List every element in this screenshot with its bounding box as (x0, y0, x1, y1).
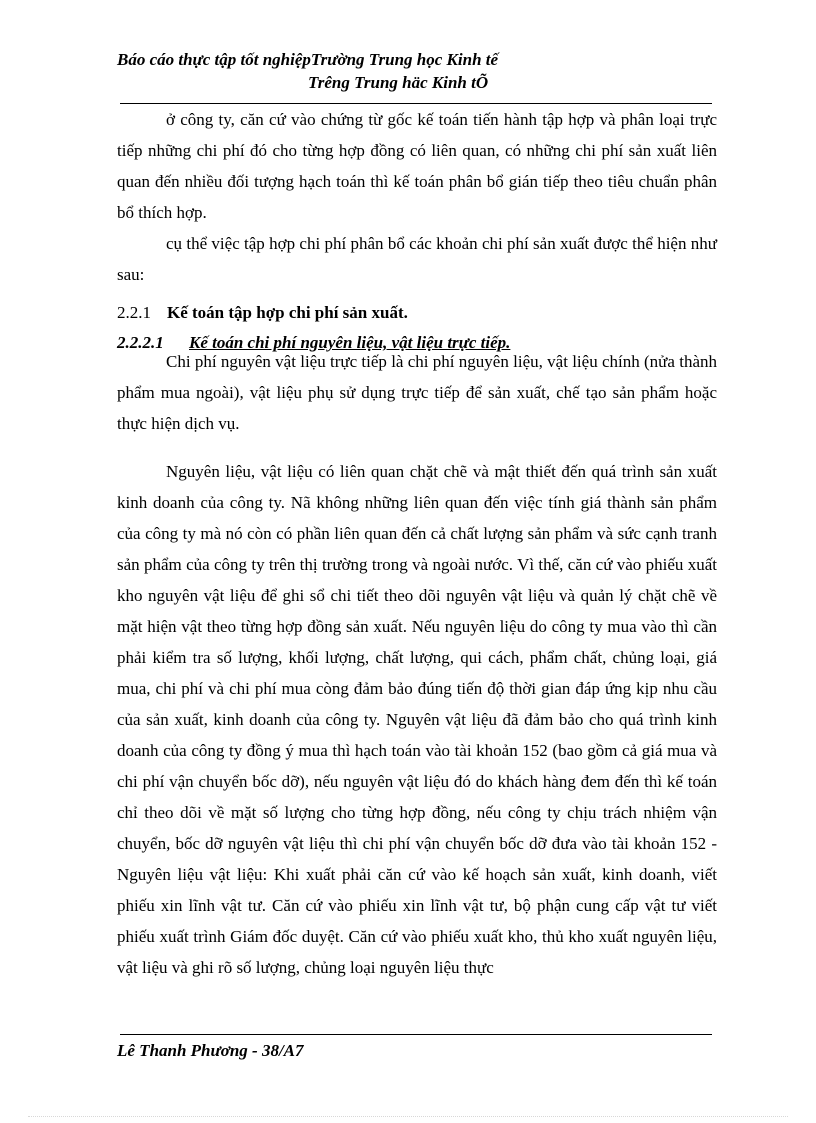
section-title: Kế toán tập hợp chi phí sản xuất. (167, 303, 408, 322)
footer-rule (120, 1034, 712, 1035)
paragraph-2: cụ thể việc tập hợp chi phí phân bổ các khoản chi phí sản xuất được thể hiện như sau: (117, 234, 717, 284)
page-border-dotted (28, 1116, 788, 1117)
header-subtitle: Trêng Trung häc Kinh tÕ (308, 73, 489, 92)
section-heading-2-2-1 (117, 303, 408, 323)
paragraph-1: ở công ty, căn cứ vào chứng từ gốc kế toán tiến hành tập hợp và phân loại trực tiếp những chi phí đó cho từng hợp đồng có liên quan, có những chi phí sản xuất liên quan đến nhiều đối tượng hạch toán thì kế toán phân bổ gián tiếp theo tiêu chuẩn phân bổ thích hợp. (117, 110, 717, 222)
section-title: Kế toán chi phí nguyên liệu, vật liệu trực tiếp. (189, 333, 511, 352)
section-number: 2.2.1 (117, 303, 151, 322)
section-number: 2.2.2.1 (117, 333, 164, 352)
header-title: Báo cáo thực tập tốt nghiệpTrường Trung học Kinh tế (117, 50, 499, 69)
paragraph-4: Nguyên liệu, vật liệu có liên quan chặt chẽ và mật thiết đến quá trình sản xuất kinh doanh của công ty. Nã không những liên quan đến việc tính giá thành sản phẩm của công ty mà nó còn có phần liên quan đến cả chất lượng sản phẩm và sức cạnh tranh sản phẩm của công ty trên thị trường trong và ngoài nước. Vì thế, căn cứ vào phiếu xuất kho nguyên vật liệu để ghi sổ chi tiết theo dõi nguyên vật liệu và quản lý chặt chẽ về mặt hiện vật theo từng hợp đồng sản xuất. Nếu nguyên liệu do công ty mua vào thì cần phải kiểm tra số lượng, khối lượng, chất lượng, qui cách, phẩm chất, chủng loại, giá mua, chi phí và chi phí mua còng đảm bảo đúng tiến độ thời gian đáp ứng kịp nhu cầu của sản xuất, kinh doanh của công ty. Nguyên vật liệu đã đảm bảo cho quá trình kinh doanh của công ty đồng ý mua thì hạch toán vào tài khoản 152 (bao gồm cả giá mua và chi phí vận chuyển bốc dỡ), nếu nguyên vật liệu đó do khách hàng đem đến thì kế toán chỉ theo dõi về mặt số lượng cho từng hợp đồng, nếu công ty chịu trách nhiệm vận chuyển, bốc dỡ nguyên vật liệu thì chi phí vận chuyển bốc dỡ đưa vào tài khoản 152 - Nguyên liệu vật liệu: Khi xuất phải căn cứ vào kế hoạch sản xuất, kinh doanh, viết phiếu xin lĩnh vật tư. Căn cứ vào phiếu xin lĩnh vật tư, bộ phận cung cấp vật tư viết phiếu xuất trình Giám đốc duyệt. Căn cứ vào phiếu xuất kho, thủ kho xuất nguyên liệu, vật liệu và ghi rõ số lượng, chủng loại nguyên liệu thực (117, 462, 717, 977)
paragraph-3: Chi phí nguyên vật liệu trực tiếp là chi phí nguyên liệu, vật liệu chính (nửa thành phẩm mua ngoài), vật liệu phụ sử dụng trực tiếp để sản xuất, chế tạo sản phẩm hoặc thực hiện dịch vụ. (117, 352, 717, 433)
footer-author: Lê Thanh Phương - 38/A7 (117, 1041, 304, 1060)
